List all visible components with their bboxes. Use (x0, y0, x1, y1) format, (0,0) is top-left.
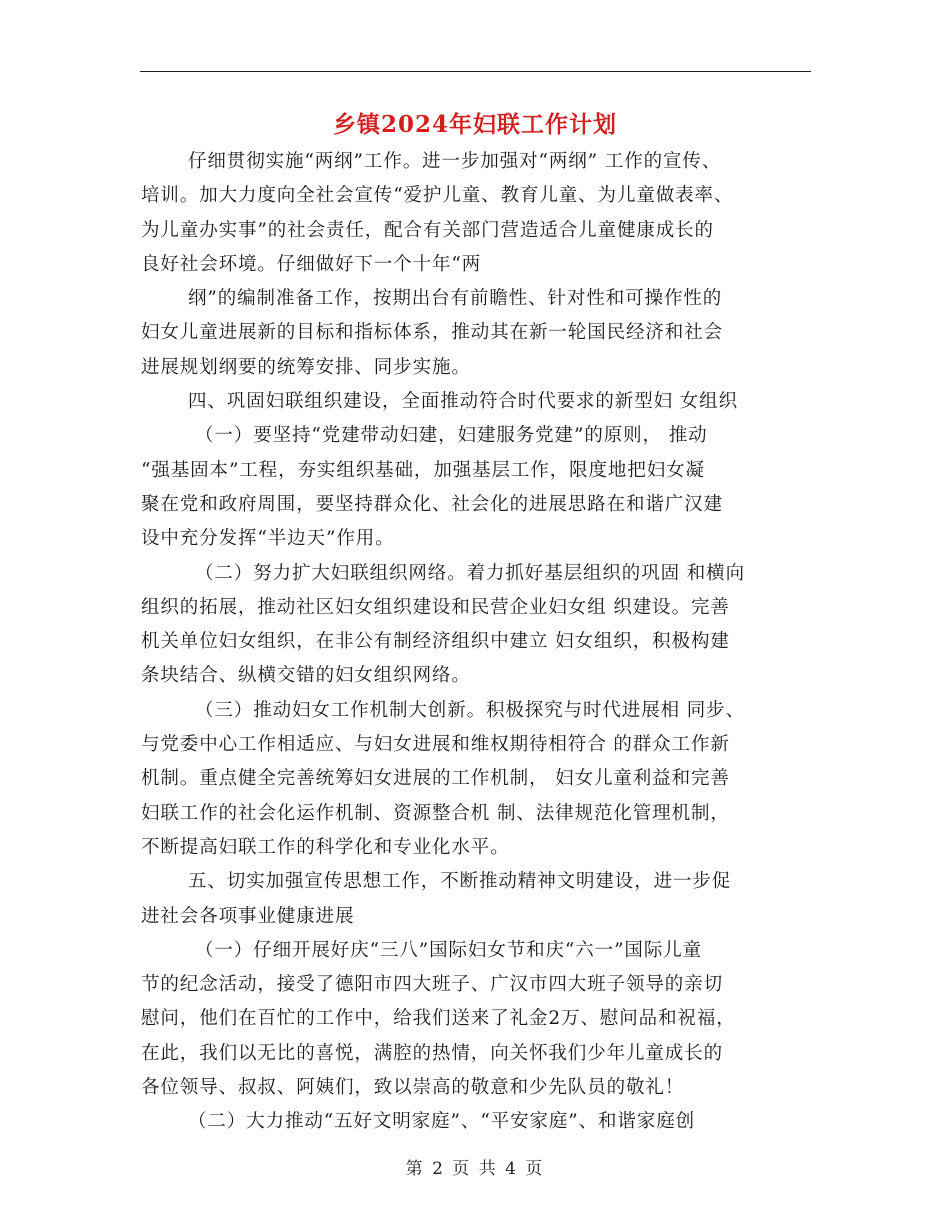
body-line: （二）大力推动“五好文明家庭”、“平安家庭”、和谐家庭创 (188, 1111, 696, 1133)
body-line: 与党委中心工作相适应、与妇女进展和维权期待相符合 的群众工作新 (141, 734, 730, 756)
body-line: 各位领导、叔叔、阿姨们，致以崇高的敬意和少先队员的敬礼！ (141, 1077, 685, 1099)
page-number: 第 2 页 共 4 页 (405, 1159, 545, 1179)
header-rule (140, 71, 811, 72)
body-line: 设中充分发挥“半边天”作用。 (141, 528, 395, 550)
body-line: 进社会各项事业健康进展 (141, 905, 355, 927)
body-line: （一）要坚持“党建带动妇建，妇建服务党建”的原则， 推动 (195, 425, 708, 447)
body-line: 机制。重点健全完善统筹妇女进展的工作机制， 妇女儿童利益和完善 (141, 768, 730, 790)
body-line: 良好社会环境。仔细做好下一个十年“两 (141, 253, 482, 275)
body-line: （三）推动妇女工作机制大创新。积极探究与时代进展相 同步、 (195, 699, 745, 721)
body-line: 为儿童办实事”的社会责任，配合有关部门营造适合儿童健康成长的 (141, 219, 714, 241)
body-line: 组织的拓展，推动社区妇女组织建设和民营企业妇女组 织建设。完善 (141, 596, 730, 618)
body-line: 妇女儿童进展新的目标和指标体系，推动其在新一轮国民经济和社会 (141, 322, 724, 344)
section-heading: 五、切实加强宣传思想工作，不断推动精神文明建设，进一步促 (188, 871, 732, 893)
body-line: 聚在党和政府周围，要坚持群众化、社会化的进展思路在和谐广汉建 (141, 493, 724, 515)
body-line: 在此，我们以无比的喜悦，满腔的热情，向关怀我们少年儿童成长的 (141, 1042, 724, 1064)
body-line: 纲”的编制准备工作，按期出台有前瞻性、针对性和可操作性的 (188, 288, 723, 310)
body-line: （一）仔细开展好庆“三八”国际妇女节和庆“六一”国际儿童 (195, 939, 703, 961)
body-line: 机关单位妇女组织，在非公有制经济组织中建立 妇女组织，积极构建 (141, 631, 730, 653)
body-line: （二）努力扩大妇联组织网络。着力抓好基层组织的巩固 和横向 (195, 562, 745, 584)
body-line: “强基固本”工程，夯实组织基础，加强基层工作，限度地把妇女凝 (141, 459, 705, 481)
body-line: 进展规划纲要的统筹安排、同步实施。 (141, 356, 471, 378)
body-line: 条块结合、纵横交错的妇女组织网络。 (141, 665, 471, 687)
body-line: 培训。加大力度向全社会宣传“爱护儿童、教育儿童、为儿童做表率、 (141, 185, 734, 207)
document-body (141, 145, 813, 1140)
section-heading: 四、巩固妇联组织建设，全面推动符合时代要求的新型妇 女组织 (188, 391, 738, 413)
body-line: 妇联工作的社会化运作机制、资源整合机 制、法律规范化管理机制， (141, 802, 730, 824)
body-line: 不断提高妇联工作的科学化和专业化水平。 (141, 836, 510, 858)
body-line: 慰问，他们在百忙的工作中，给我们送来了礼金2万、慰问品和祝福， (141, 1008, 736, 1030)
body-line: 仔细贯彻实施“两纲”工作。进一步加强对“两纲” 工作的宣传、 (188, 151, 722, 172)
document-title: 乡镇2024年妇联工作计划 (332, 111, 617, 138)
body-line: 节的纪念活动，接受了德阳市四大班子、广汉市四大班子领导的亲切 (141, 974, 724, 996)
